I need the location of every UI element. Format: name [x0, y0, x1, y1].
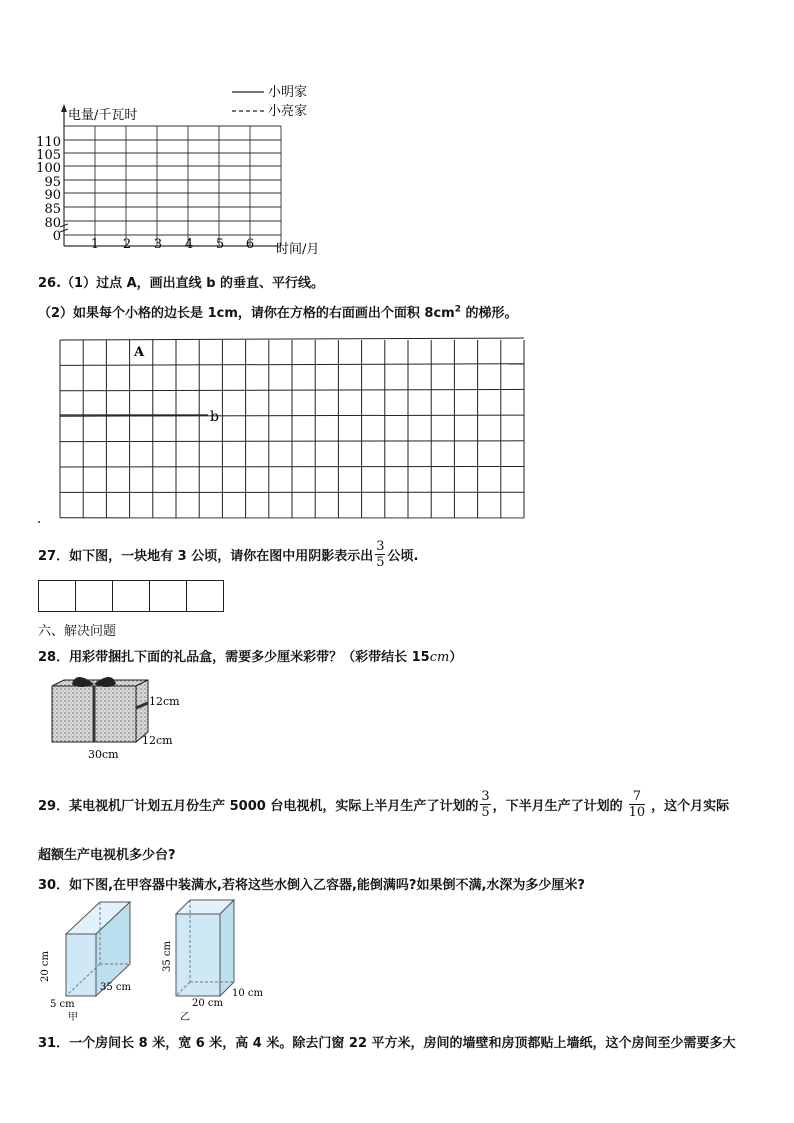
land-boxes: [38, 580, 224, 612]
land-box[interactable]: [187, 580, 224, 612]
q29-frac2-den: 10: [628, 805, 646, 820]
q26-line2-text: （2）如果每个小格的边长是 1cm，请你在方格的右面画出个面积 8cm: [38, 306, 455, 321]
yi-height-label: 35 cm: [162, 941, 173, 972]
x-tick-label: 6: [245, 237, 255, 252]
q26-superscript: 2: [454, 304, 461, 315]
y-axis-label: 电量/千瓦时: [68, 108, 138, 123]
scan-mark: [38, 521, 40, 523]
grid-row-line: [60, 338, 524, 340]
q30-text: 30．如下图,在甲容器中装满水,若将这些水倒入乙容器,能倒满吗?如果倒不满,水深为多少厘米?: [38, 878, 585, 893]
x-tick-label: 3: [153, 237, 163, 252]
q29-text-start: 29．某电视机厂计划五月份生产 5000 台电视机，实际上半月生产了计划的: [38, 799, 479, 814]
q27-frac-den: 5: [376, 555, 385, 570]
q26-line2: [38, 302, 518, 321]
q27-fraction: [375, 540, 385, 569]
jia-width-label: 5 cm: [50, 999, 75, 1010]
gift-height-label: 12cm: [149, 695, 180, 708]
containers-figure: [34, 896, 274, 1022]
x-tick-label: 2: [122, 237, 132, 252]
y-tick-label: 105: [36, 148, 61, 163]
x-tick-label: 1: [90, 237, 100, 252]
land-box[interactable]: [150, 580, 187, 612]
q28-unit: cm: [429, 650, 450, 665]
y-tick-label: 80: [44, 216, 61, 231]
q28-text: [38, 646, 462, 665]
yi-front: [176, 914, 220, 996]
q31-text: 31．一个房间长 8 米，宽 6 米，高 4 米。除去门窗 22 平方米，房间的墙壁和房顶都贴上墙纸，这个房间至少需要多大: [38, 1036, 736, 1051]
land-box[interactable]: [76, 580, 113, 612]
q29-line1: [38, 790, 729, 819]
container-yi: [162, 900, 264, 1022]
q27-text: [38, 540, 418, 569]
q27-text-end: 公顷.: [387, 549, 419, 564]
y-tick-label: 110: [36, 135, 61, 150]
q29-fraction-1: [480, 790, 490, 819]
jia-name: 甲: [68, 1012, 78, 1022]
land-box[interactable]: [38, 580, 76, 612]
y-tick-labels: [36, 135, 61, 244]
land-box[interactable]: [113, 580, 150, 612]
container-jia: [40, 902, 132, 1022]
x-tick-labels: [91, 237, 254, 252]
q26-line2-end: 的梯形。: [460, 306, 518, 321]
box-side: [136, 680, 148, 742]
y-tick-label: 95: [44, 175, 61, 190]
q26-line1: 26.（1）过点 A，画出直线 b 的垂直、平行线。: [38, 276, 325, 291]
q29-text-end: ，这个月实际: [651, 799, 730, 814]
q29-frac2-num: 7: [629, 790, 646, 805]
jia-height-label: 20 cm: [40, 951, 51, 982]
y-tick-label: 100: [36, 161, 61, 176]
yi-name: 乙: [180, 1012, 190, 1022]
x-tick-label: 5: [215, 237, 225, 252]
x-tick-label: 4: [184, 237, 194, 252]
grid-lines: [60, 338, 524, 518]
square-grid: [36, 336, 530, 526]
q28-text-start: 28．用彩带捆扎下面的礼品盒，需要多少厘米彩带？（彩带结长 15: [38, 650, 430, 665]
gift-box-figure: [44, 672, 194, 762]
q29-frac1-den: 5: [481, 805, 490, 820]
x-axis-label: 时间/月: [276, 242, 320, 257]
jia-length-label: 35 cm: [100, 982, 131, 993]
y-axis-arrow: [61, 104, 67, 112]
q28-text-end: ）: [449, 650, 463, 665]
q29-frac1-num: 3: [481, 789, 490, 804]
y-tick-label: 0: [52, 229, 61, 244]
jia-front: [66, 934, 96, 996]
yi-length-label: 20 cm: [192, 998, 223, 1009]
y-tick-label: 85: [44, 202, 61, 217]
q29-text-mid: ，下半月生产了计划的: [492, 799, 623, 814]
legend-solid-label: 小明家: [268, 85, 308, 100]
electricity-chart: [36, 80, 356, 260]
gift-length-label: 30cm: [88, 748, 119, 761]
gift-depth-label: 12cm: [142, 734, 173, 747]
q27-frac-num: 3: [376, 539, 385, 554]
line-b-label: b: [210, 409, 219, 425]
legend-dashed-label: 小亮家: [268, 104, 308, 119]
point-a-label: A: [134, 345, 145, 360]
q29-fraction-2: [629, 790, 646, 819]
q27-text-start: 27．如下图，一块地有 3 公顷，请你在图中用阴影表示出: [38, 549, 374, 564]
section-six-heading: 六、解决问题: [38, 624, 117, 639]
yi-width-label: 10 cm: [232, 988, 263, 999]
q29-line2: 超额生产电视机多少台?: [38, 848, 176, 863]
y-tick-label: 90: [44, 188, 61, 203]
chart-grid: [64, 126, 281, 246]
